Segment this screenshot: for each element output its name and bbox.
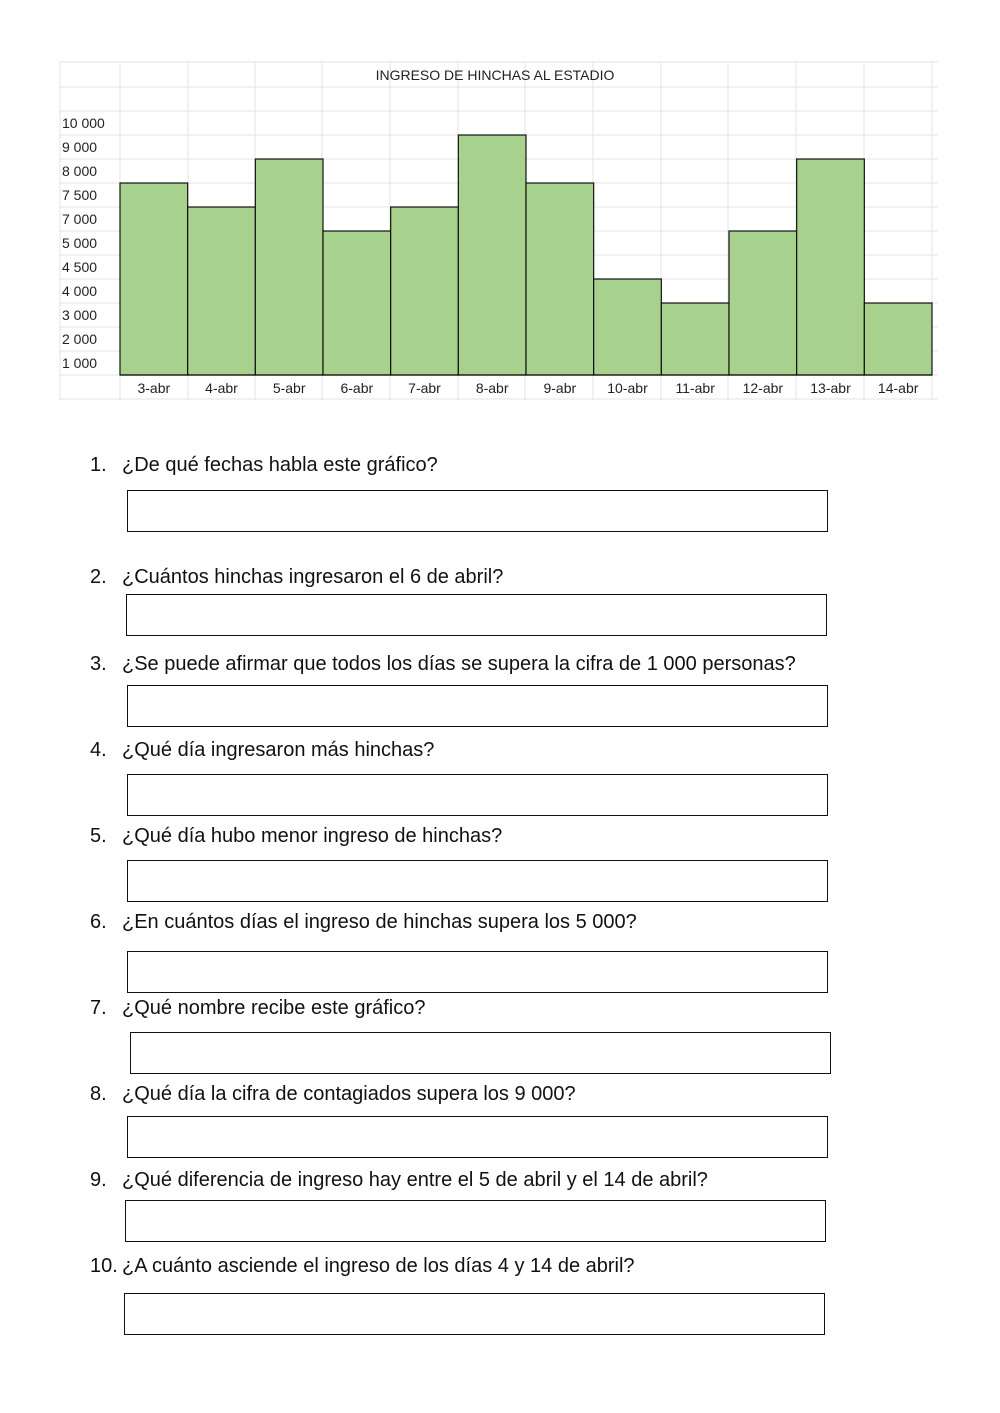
question-number: 6. [90, 911, 107, 933]
answer-box-10[interactable] [124, 1293, 825, 1335]
x-tick-label: 3-abr [137, 380, 171, 396]
answer-box-6[interactable] [127, 951, 828, 993]
question-10 [90, 1255, 635, 1278]
answer-box-7[interactable] [130, 1032, 831, 1074]
question-number: 9. [90, 1169, 107, 1191]
question-number: 8. [90, 1083, 107, 1105]
question-3 [90, 653, 796, 676]
y-tick-label: 2 000 [62, 331, 98, 347]
bar-7-abr [391, 207, 459, 375]
question-text: ¿Qué diferencia de ingreso hay entre el 5 de abril y el 14 de abril? [122, 1169, 708, 1191]
y-tick-label: 7 500 [62, 187, 98, 203]
bar-12-abr [729, 231, 797, 375]
question-number: 3. [90, 653, 107, 675]
question-text: ¿Qué día hubo menor ingreso de hinchas? [122, 825, 503, 847]
question-2 [90, 566, 503, 589]
question-text: ¿Qué nombre recibe este gráfico? [122, 997, 426, 1019]
bar-4-abr [188, 207, 256, 375]
y-tick-label: 5 000 [62, 235, 98, 251]
x-tick-label: 4-abr [205, 380, 238, 396]
x-tick-label: 12-abr [742, 380, 784, 396]
x-tick-label: 14-abr [877, 380, 919, 396]
question-number: 7. [90, 997, 107, 1019]
y-tick-label: 9 000 [62, 139, 98, 155]
x-tick-label: 7-abr [408, 380, 441, 396]
answer-box-5[interactable] [127, 860, 828, 902]
chart-bars [120, 135, 932, 375]
question-9 [90, 1169, 708, 1192]
y-tick-label: 4 000 [62, 283, 98, 299]
answer-box-1[interactable] [127, 490, 828, 532]
x-tick-label: 8-abr [475, 380, 509, 396]
answer-box-9[interactable] [125, 1200, 826, 1242]
question-4 [90, 739, 434, 762]
question-number: 4. [90, 739, 107, 761]
question-text: ¿De qué fechas habla este gráfico? [122, 454, 438, 476]
bar-chart [0, 0, 1000, 410]
y-tick-label: 4 500 [62, 259, 98, 275]
y-tick-label: 3 000 [62, 307, 98, 323]
question-text: ¿Qué día ingresaron más hinchas? [122, 739, 435, 761]
y-tick-label: 7 000 [62, 211, 98, 227]
bar-14-abr [864, 303, 932, 375]
answer-box-4[interactable] [127, 774, 828, 816]
chart-title: INGRESO DE HINCHAS AL ESTADIO [375, 67, 615, 83]
y-axis-tick-labels [62, 115, 105, 371]
question-text: ¿A cuánto asciende el ingreso de los días 4 y 14 de abril? [122, 1255, 635, 1277]
bar-6-abr [323, 231, 391, 375]
y-tick-label: 10 000 [62, 115, 105, 131]
question-1 [90, 454, 438, 477]
question-text: ¿Se puede afirmar que todos los días se supera la cifra de 1 000 personas? [122, 653, 796, 675]
question-number: 5. [90, 825, 107, 847]
question-text: ¿Cuántos hinchas ingresaron el 6 de abril? [122, 566, 504, 588]
bar-13-abr [797, 159, 865, 375]
question-7 [90, 997, 426, 1020]
x-tick-label: 13-abr [810, 380, 851, 396]
x-tick-label: 10-abr [607, 380, 648, 396]
answer-box-3[interactable] [127, 685, 828, 727]
bar-5-abr [255, 159, 323, 375]
bar-3-abr [120, 183, 188, 375]
bar-8-abr [458, 135, 526, 375]
question-number: 10. [90, 1255, 118, 1277]
x-tick-label: 9-abr [543, 380, 577, 396]
question-number: 2. [90, 566, 107, 588]
question-5 [90, 825, 502, 848]
y-tick-label: 1 000 [62, 355, 98, 371]
question-6 [90, 911, 637, 934]
question-text: ¿En cuántos días el ingreso de hinchas supera los 5 000? [122, 911, 637, 933]
x-tick-label: 11-abr [675, 380, 715, 396]
question-text: ¿Qué día la cifra de contagiados supera los 9 000? [122, 1083, 576, 1105]
question-8 [90, 1083, 576, 1106]
x-tick-label: 6-abr [340, 380, 374, 396]
x-tick-label: 5-abr [272, 380, 306, 396]
answer-box-8[interactable] [127, 1116, 828, 1158]
bar-9-abr [526, 183, 594, 375]
y-tick-label: 8 000 [62, 163, 98, 179]
bar-10-abr [594, 279, 662, 375]
question-number: 1. [90, 454, 107, 476]
answer-box-2[interactable] [126, 594, 827, 636]
bar-11-abr [661, 303, 729, 375]
